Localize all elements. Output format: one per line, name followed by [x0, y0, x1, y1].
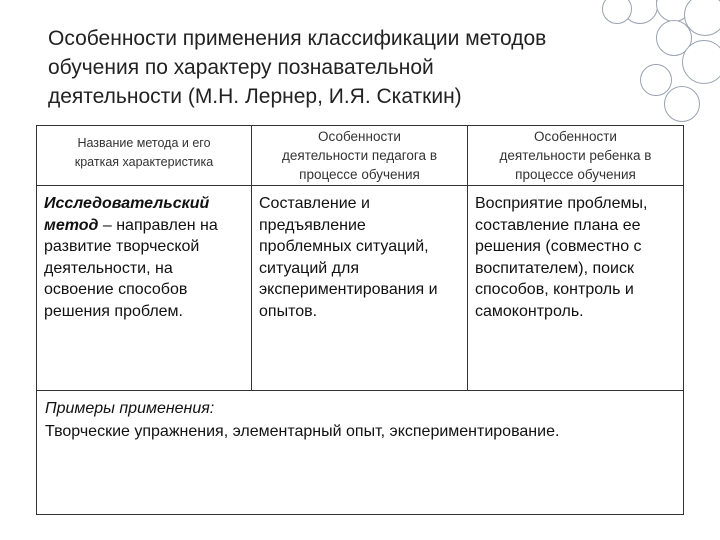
examples-row: [37, 390, 683, 514]
column-header-method: Название метода и его краткая характеристика: [37, 126, 251, 186]
method-column: [37, 126, 252, 390]
column-header-child: Особенности деятельности ребенка в процессе обучения: [468, 126, 683, 186]
examples-label: Примеры применения:: [45, 400, 215, 417]
table-row: [37, 126, 683, 390]
method-description: Исследовательский метод – направлен на развитие творческой деятельности, на освоение способов решения проблем.: [44, 195, 218, 320]
examples-text: Творческие упражнения, элементарный опыт, экспериментирование.: [45, 423, 560, 440]
page-title: Особенности применения классификации методов обучения по характеру познавательной деятельности (М.Н. Лернер, И.Я. Скаткин): [48, 27, 547, 108]
teacher-column: [252, 126, 468, 390]
methods-table: [36, 125, 684, 515]
teacher-activity: Составление и предъявление проблемных ситуаций, ситуаций для экспериментирования и опытов.: [259, 195, 438, 320]
column-header-teacher: Особенности деятельности педагога в процессе обучения: [252, 126, 467, 186]
child-activity: Восприятие проблемы, составление плана ее решения (совместно с воспитателем), поиск способов, контроль и самоконтроль.: [475, 195, 648, 320]
child-column: [468, 126, 683, 390]
